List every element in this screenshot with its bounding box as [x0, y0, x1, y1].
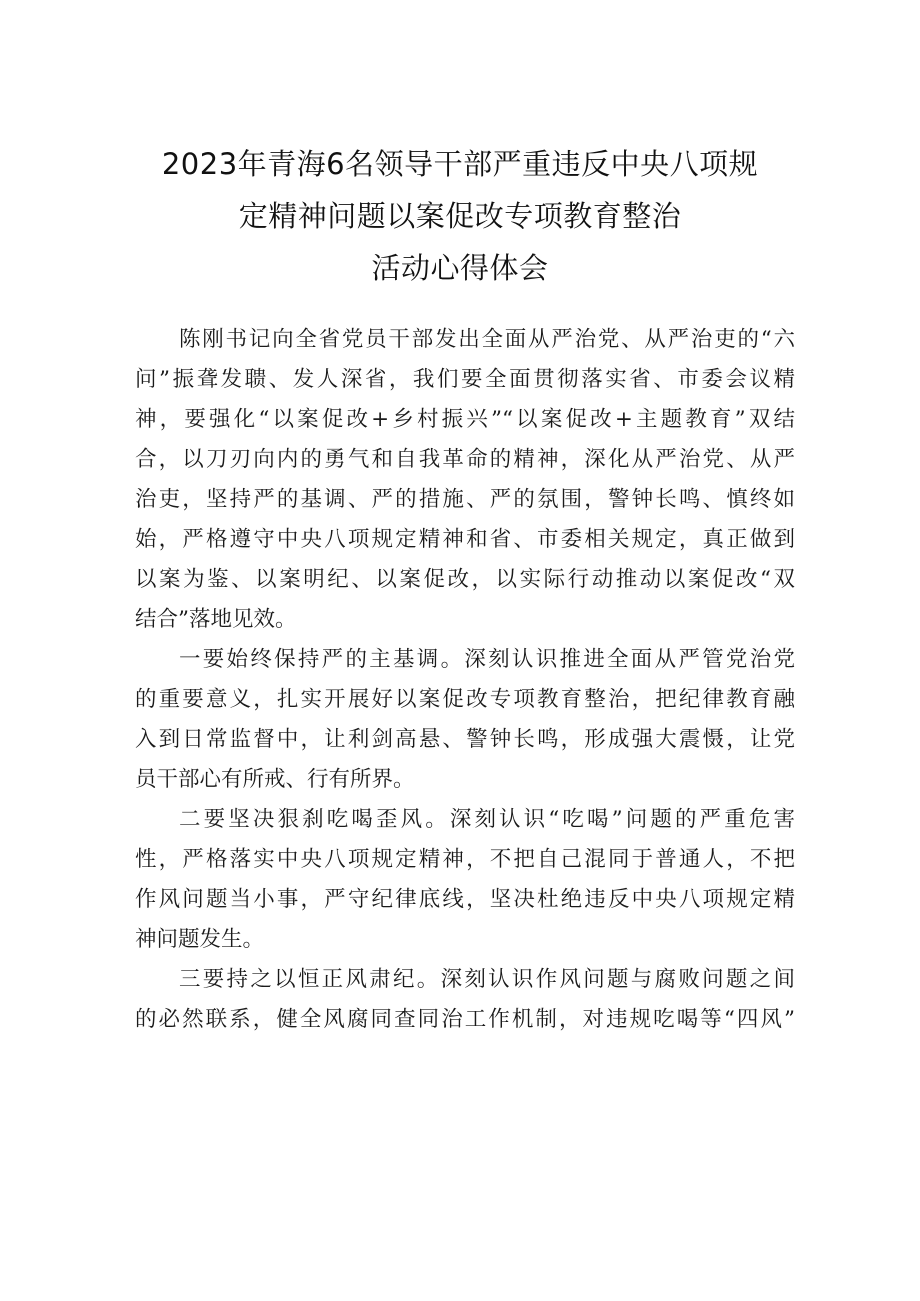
- text-line: 三要持之以恒正风肃纪。深刻认识作风问题与腐败问题之间: [179, 967, 795, 992]
- paragraph-2: [135, 640, 795, 800]
- document-body: [135, 320, 795, 1040]
- title-line: 活动心得体会: [371, 251, 549, 285]
- text-line: 神问题发生。: [135, 927, 265, 952]
- text-line: 入到日常监督中，让利剑高悬、警钟长鸣，形成强大震慑，让党: [135, 727, 795, 752]
- text-line: 作风问题当小事，严守纪律底线，坚决杜绝违反中央八项规定精: [135, 887, 795, 912]
- paragraph-1: [135, 320, 795, 640]
- title-line: 定精神问题以案促改专项教育整治: [238, 199, 682, 233]
- paragraph-3: [135, 800, 795, 960]
- document-title: [120, 138, 800, 294]
- paragraph-4: [135, 960, 795, 1040]
- text-line: 的重要意义，扎实开展好以案促改专项教育整治，把纪律教育融: [135, 687, 795, 712]
- text-line: 神，要强化“以案促改+乡村振兴”“以案促改+主题教育”双结: [135, 407, 795, 432]
- text-line: 员干部心有所戒、行有所界。: [135, 767, 415, 792]
- text-line: 性，严格落实中央八项规定精神，不把自己混同于普通人，不把: [135, 847, 795, 872]
- text-line: 结合”落地见效。: [135, 607, 297, 632]
- text-line: 的必然联系，健全风腐同查同治工作机制，对违规吃喝等“四风”: [135, 1007, 795, 1032]
- text-line: 合，以刀刃向内的勇气和自我革命的精神，深化从严治党、从严: [135, 447, 795, 472]
- text-line: 以案为鉴、以案明纪、以案促改，以实际行动推动以案促改“双: [135, 567, 795, 592]
- title-line: 2023年青海6名领导干部严重违反中央八项规: [161, 147, 759, 181]
- text-line: 二要坚决狠刹吃喝歪风。深刻认识“吃喝”问题的严重危害: [179, 807, 795, 832]
- text-line: 问”振聋发聩、发人深省，我们要全面贯彻落实省、市委会议精: [135, 367, 795, 392]
- text-line: 陈刚书记向全省党员干部发出全面从严治党、从严治吏的“六: [179, 327, 795, 352]
- text-line: 一要始终保持严的主基调。深刻认识推进全面从严管党治党: [179, 647, 795, 672]
- text-line: 始，严格遵守中央八项规定精神和省、市委相关规定，真正做到: [135, 527, 795, 552]
- text-line: 治吏，坚持严的基调、严的措施、严的氛围，警钟长鸣、慎终如: [135, 487, 795, 512]
